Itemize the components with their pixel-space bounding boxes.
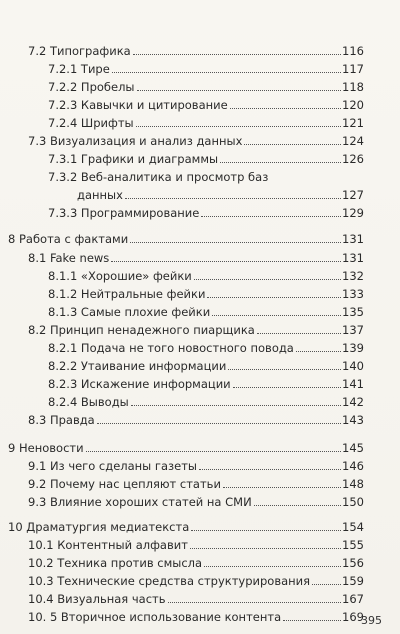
- toc-leader-dots: [191, 530, 341, 531]
- toc-entry: [28, 44, 364, 58]
- toc-leader-dots: [97, 423, 341, 424]
- toc-page-number: 159: [342, 574, 364, 588]
- toc-entry-label: 8.1.1 «Хорошие» фейки: [48, 269, 192, 283]
- toc-leader-dots: [228, 369, 341, 370]
- toc-leader-dots: [312, 584, 341, 585]
- toc-leader-dots: [133, 54, 341, 55]
- toc-entry-label: 10.4 Визуальная часть: [28, 592, 166, 606]
- toc-page-number: 145: [342, 441, 364, 455]
- toc-entry: [28, 477, 364, 491]
- page-number: 395: [361, 614, 382, 627]
- toc-leader-dots: [131, 405, 341, 406]
- toc-page-number: 118: [342, 80, 364, 94]
- toc-entry-label: 8.1.3 Самые плохие фейки: [48, 305, 211, 319]
- toc-leader-dots: [201, 216, 341, 217]
- toc-entry-label: 7.2.3 Кавычки и цитирование: [48, 98, 228, 112]
- toc-entry-label: 10.3 Технические средства структурирования: [28, 574, 311, 588]
- toc-entry-label: 10. 5 Вторичное использование контента: [28, 610, 282, 624]
- toc-page-number: 156: [342, 556, 364, 570]
- toc-entry-label: 8.2.4 Выводы: [48, 395, 129, 409]
- toc-entry-label: 7.3.3 Программирование: [48, 206, 200, 220]
- toc-leader-dots: [125, 198, 341, 199]
- toc-entry: [48, 98, 364, 112]
- toc-entry: [28, 574, 364, 588]
- toc-leader-dots: [254, 505, 341, 506]
- toc-leader-dots: [130, 242, 341, 243]
- toc-entry: [48, 341, 364, 355]
- toc-page-number: 139: [342, 341, 364, 355]
- toc-entry: [48, 206, 364, 220]
- toc-entry: [48, 80, 364, 94]
- toc-entry: [8, 520, 364, 534]
- toc-page-number: 124: [342, 134, 364, 148]
- toc-page-number: 155: [342, 538, 364, 552]
- toc-leader-dots: [86, 451, 341, 452]
- toc-entry-label: 9 Неновости: [8, 441, 84, 455]
- toc-entry-label: 8.2.3 Искажение информации: [48, 377, 231, 391]
- toc-page-number: 120: [342, 98, 364, 112]
- toc-leader-dots: [220, 162, 341, 163]
- toc-leader-dots: [111, 261, 341, 262]
- toc-entry: [48, 62, 364, 76]
- toc-page-number: 133: [342, 287, 364, 301]
- toc-entry: [28, 413, 364, 427]
- toc-entry: [28, 134, 364, 148]
- toc-leader-dots: [207, 297, 341, 298]
- toc-entry: [48, 269, 364, 283]
- toc-entry-label: 7.3.2 Веб-аналитика и просмотр баз: [48, 170, 269, 184]
- toc-page-number: 135: [342, 305, 364, 319]
- toc-entry-label: 7.2 Типографика: [28, 44, 131, 58]
- toc-page-number: 142: [342, 395, 364, 409]
- toc-leader-dots: [137, 90, 342, 91]
- toc-entry: [48, 395, 364, 409]
- toc-entry-label: 8.3 Правда: [28, 413, 95, 427]
- toc-leader-dots: [283, 620, 341, 621]
- toc-entry-label: 7.3 Визуализация и анализ данных: [28, 134, 243, 148]
- toc-page-number: 143: [342, 413, 364, 427]
- toc-entry-label: 9.1 Из чего сделаны газеты: [28, 459, 197, 473]
- toc-page-number: 150: [342, 495, 364, 509]
- toc-entry: [28, 323, 364, 337]
- toc-leader-dots: [230, 108, 341, 109]
- toc-page-number: 132: [342, 269, 364, 283]
- toc-leader-dots: [233, 387, 341, 388]
- toc-entry-label: 10 Драматургия медиатекста: [8, 520, 190, 534]
- toc-page-number: 129: [342, 206, 364, 220]
- toc-entry-label: 9.2 Почему нас цепляют статьи: [28, 477, 221, 491]
- toc-entry-label: 8.2 Принцип ненадежного пиарщика: [28, 323, 255, 337]
- toc-leader-dots: [136, 126, 341, 127]
- toc-entry-label-continuation: данных: [77, 188, 123, 202]
- toc-page-number: 148: [342, 477, 364, 491]
- toc-leader-dots: [168, 602, 342, 603]
- toc-page-number: 121: [342, 116, 364, 130]
- toc-leader-dots: [190, 548, 341, 549]
- toc-entry: [48, 287, 364, 301]
- toc-page-number: 141: [342, 377, 364, 391]
- toc-page-number: 126: [342, 152, 364, 166]
- toc-page-number: 137: [342, 323, 364, 337]
- toc-entry: [28, 592, 364, 606]
- toc-entry-label: 7.2.2 Пробелы: [48, 80, 135, 94]
- toc-entry-label: 7.2.1 Тире: [48, 62, 110, 76]
- toc-leader-dots: [204, 566, 341, 567]
- toc-page-number: 116: [342, 44, 364, 58]
- toc-leader-dots: [199, 469, 341, 470]
- toc-entry: [28, 459, 364, 473]
- toc-leader-dots: [212, 315, 341, 316]
- toc-entry-label: 8.2.2 Утаивание информации: [48, 359, 227, 373]
- toc-entry-label: 8.1 Fake news: [28, 251, 110, 265]
- toc-entry: [48, 116, 364, 130]
- toc-leader-dots: [257, 333, 341, 334]
- toc-entry: [28, 610, 364, 624]
- toc-leader-dots: [112, 72, 341, 73]
- toc-page-number: 117: [342, 62, 364, 76]
- toc-page-number: 167: [342, 592, 364, 606]
- toc-entry: [48, 359, 364, 373]
- toc-leader-dots: [194, 279, 341, 280]
- toc-page-number: 131: [342, 251, 364, 265]
- toc-page-number: 154: [342, 520, 364, 534]
- toc-page-number: 146: [342, 459, 364, 473]
- toc-entry-label: 10.1 Контентный алфавит: [28, 538, 188, 552]
- toc-entry: [28, 251, 364, 265]
- toc-entry-label: 7.3.1 Графики и диаграммы: [48, 152, 219, 166]
- toc-entry: [48, 152, 364, 166]
- toc-entry: [8, 441, 364, 455]
- toc-entry: [8, 232, 364, 246]
- toc-entry-label: 9.3 Влияние хороших статей на СМИ: [28, 495, 252, 509]
- toc-page-number: 127: [342, 188, 364, 202]
- toc-leader-dots: [244, 144, 341, 145]
- toc-entry-label: 10.2 Техника против смысла: [28, 556, 203, 570]
- toc-entry: [28, 495, 364, 509]
- toc-entry-label: 8.1.2 Нейтральные фейки: [48, 287, 206, 301]
- toc-entry: [28, 538, 364, 552]
- toc-entry-label: 8 Работа с фактами: [8, 232, 129, 246]
- toc-entry-label: 8.2.1 Подача не того новостного повода: [48, 341, 294, 355]
- toc-entry-label: 7.2.4 Шрифты: [48, 116, 134, 130]
- toc-entry: [48, 377, 364, 391]
- toc-entry: [48, 305, 364, 319]
- toc-entry: [28, 556, 364, 570]
- toc-leader-dots: [296, 351, 341, 352]
- toc-entry-multiline: [48, 170, 364, 202]
- toc-page-number: 169: [342, 610, 364, 624]
- toc-leader-dots: [223, 487, 341, 488]
- toc-page-number: 140: [342, 359, 364, 373]
- toc-page-number: 131: [342, 232, 364, 246]
